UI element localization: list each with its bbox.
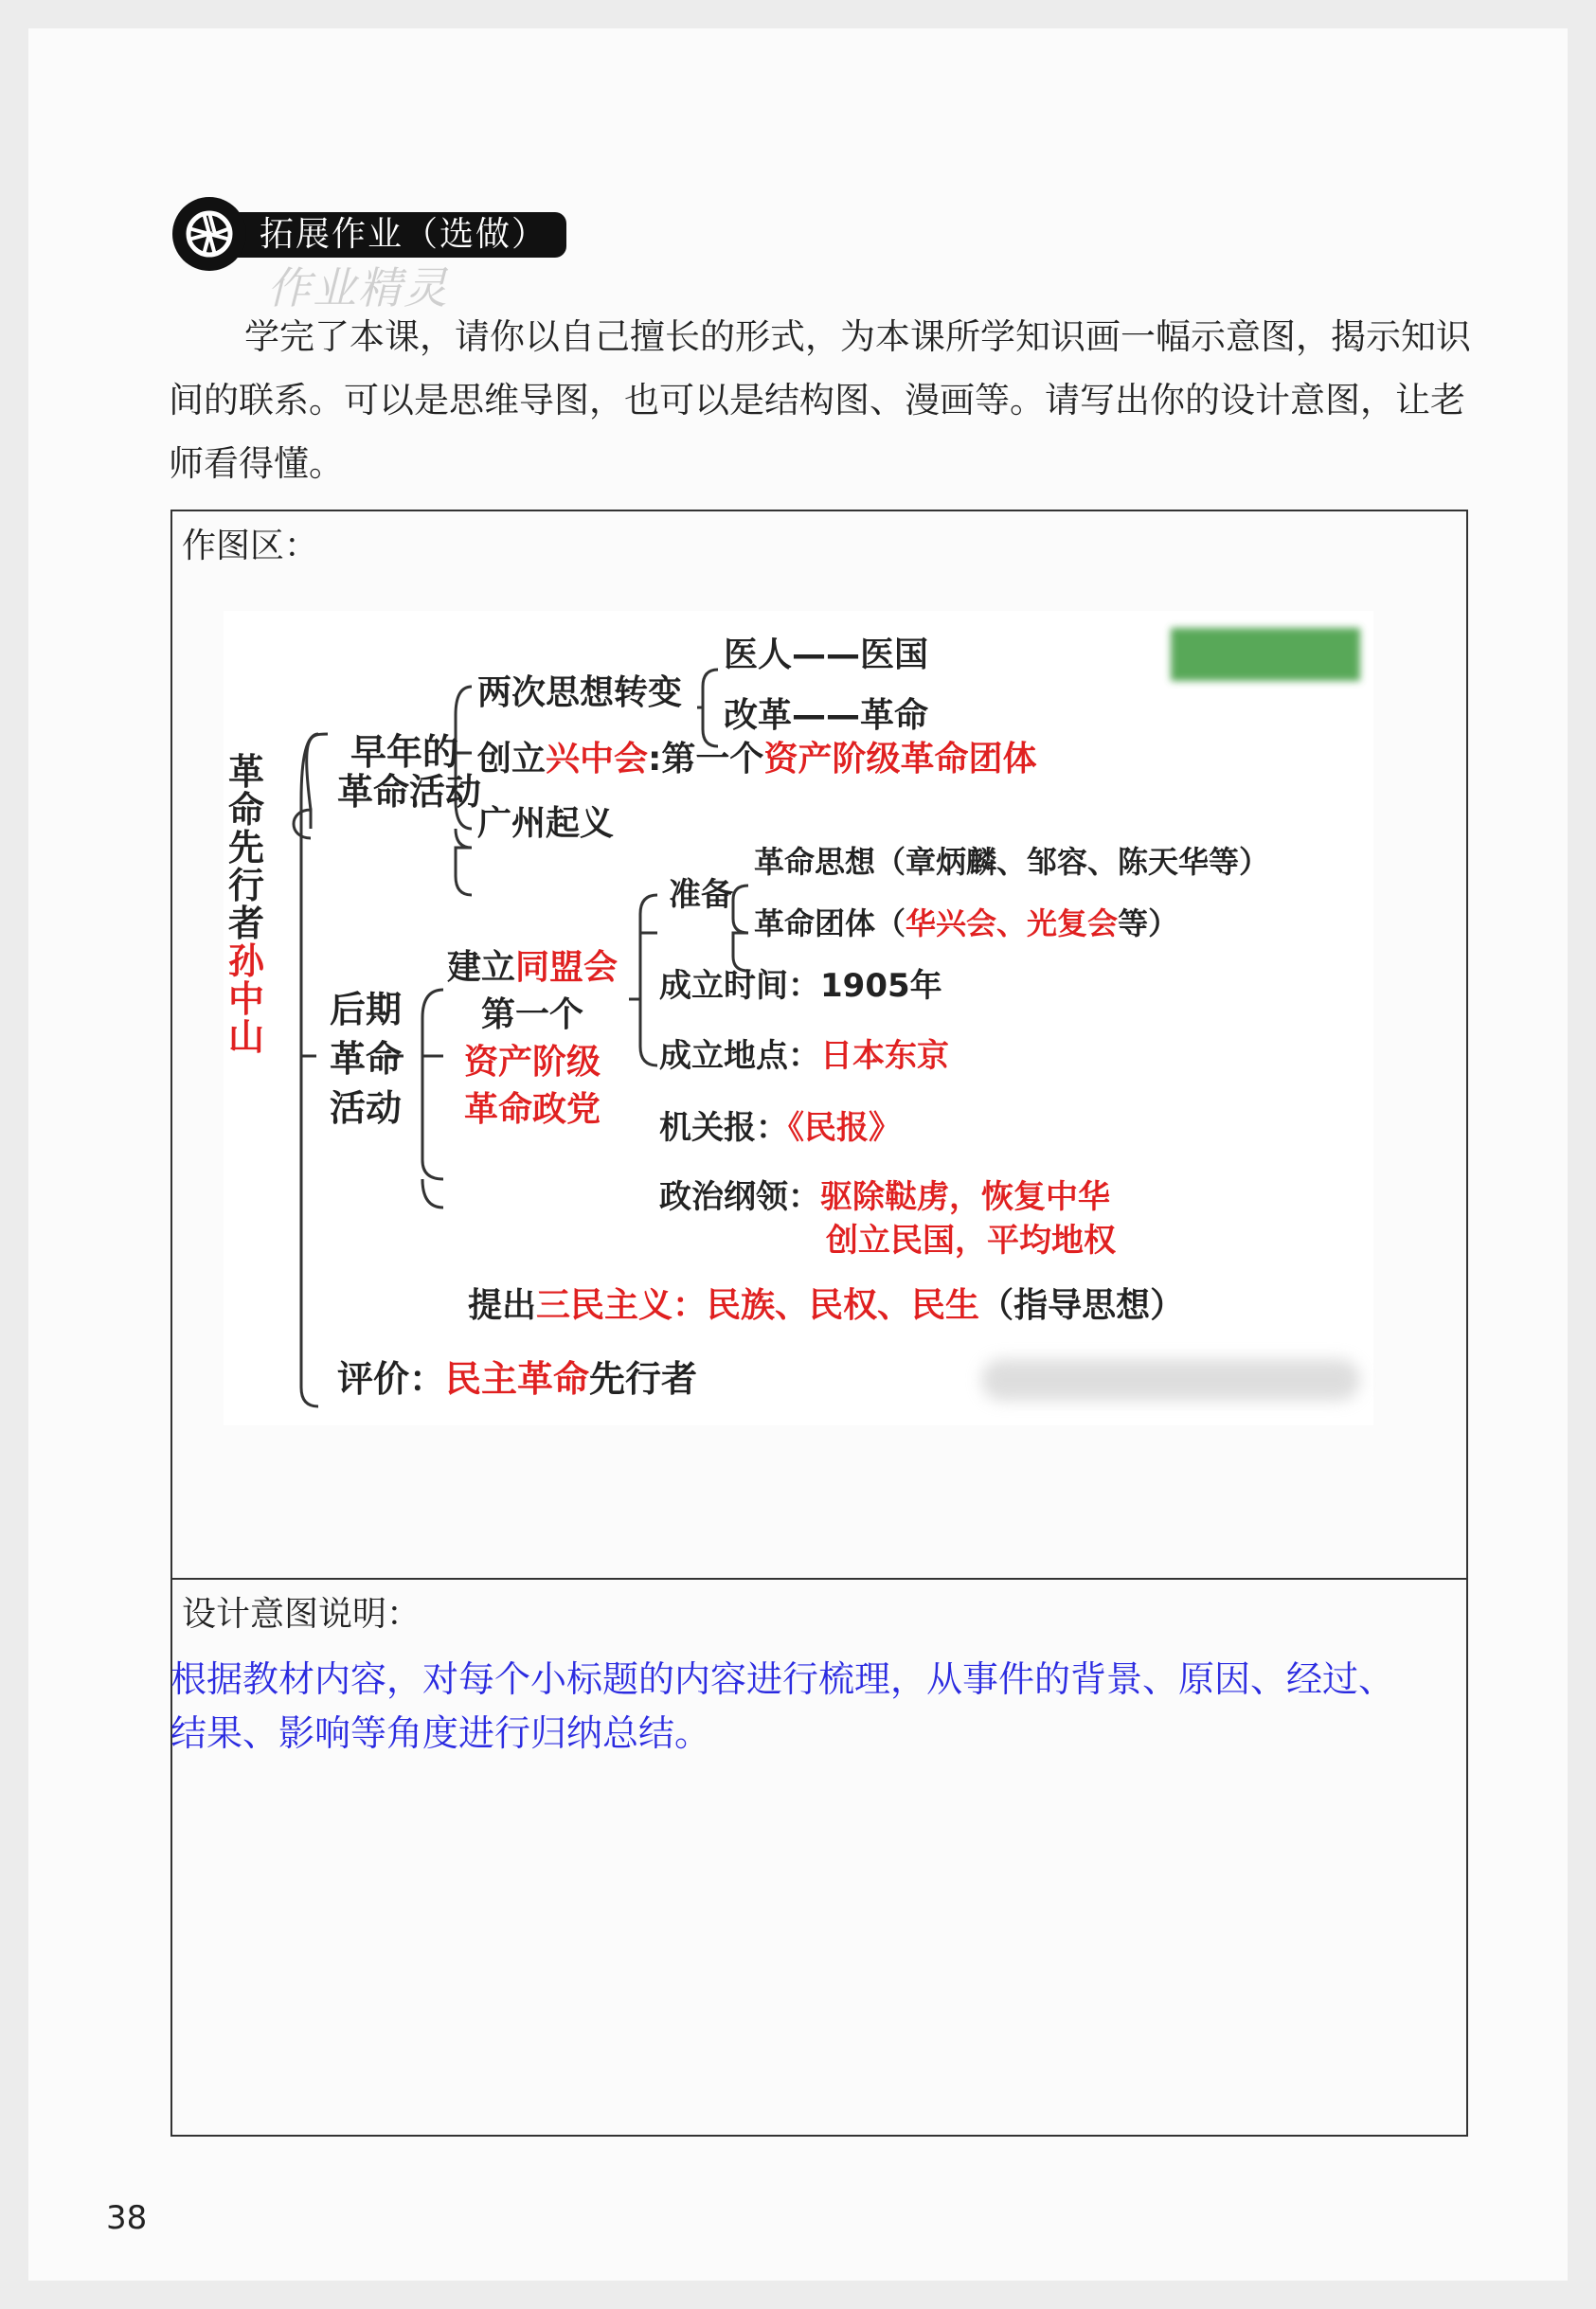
paper-label: 机关报： [659,1109,788,1147]
sanmin-value: 民族、民权、民生 [707,1286,980,1325]
official-newspaper [659,1101,901,1148]
page-number: 38 [106,2199,148,2237]
tmh-desc2: 革命政党 [464,1090,601,1129]
political-program [659,1175,1116,1262]
doctor-line-2: 改革——革命 [724,696,929,735]
time-value: 1905年 [820,967,942,1005]
eval-label: 评价： [337,1358,446,1400]
sanmin-pre: 提出 [468,1286,537,1325]
prep-group-sep: 、 [996,905,1028,941]
late-title-line1: 后期 [330,989,403,1030]
tmh-first: 第一个 [481,995,584,1034]
program-line2: 创立民国，平均地权 [826,1222,1116,1260]
design-explanation-label: 设计意图说明： [182,1595,421,1634]
time-label: 成立时间： [659,967,820,1005]
paper-value: 《民报》 [788,1109,901,1147]
tmh-name: 同盟会 [515,948,619,987]
place-value: 日本东京 [820,1037,949,1075]
late-activities-title [330,985,402,1133]
program-line1: 驱除鞑虏，恢复中华 [820,1178,1110,1216]
early-activities-title [337,732,481,812]
three-principles [468,1279,1184,1327]
root-name: 孙中山 [227,940,264,1058]
tmh-desc1: 资产阶级 [464,1043,601,1082]
prep-group-red1: 华兴会 [906,905,997,941]
section-title: 拓展作业（选做） [225,212,566,258]
eval-red: 民主革命 [445,1358,590,1400]
prep-thought: 革命思想（章炳麟、邹容、陈天华等） [754,844,1270,880]
doctor-line-1: 医人——医国 [724,635,929,674]
eval-post: 先行者 [589,1358,698,1400]
prep-group-post: 等） [1118,905,1179,941]
xzh-pre: 创立 [477,740,547,779]
watermark-text: 作业精灵 [267,262,449,313]
preparation-label: 准备 [669,876,733,914]
xzh-desc: 资产阶级革命团体 [763,740,1037,779]
early-title-line1: 早年的 [350,731,459,773]
prep-group-red2: 光复会 [1027,905,1119,941]
sanmin-post: （指导思想） [979,1286,1185,1325]
root-title: 革命先行者 [227,751,264,944]
intro-paragraph: 学完了本课，请你以自己擅长的形式，为本课所学知识画一幅示意图，揭示知识间的联系。可以是思维导图，也可以是结构图、漫画等。请写出你的设计意图，让老师看得懂。 [169,316,1471,484]
sanmin-name: 三民主义 [536,1286,673,1325]
sanmin-colon: ： [672,1286,708,1325]
founding-time [659,959,942,1006]
evaluation [337,1350,697,1402]
tmh-pre: 建立 [447,948,516,987]
xzh-name: 兴中会 [546,740,649,779]
late-title-line2: 革命 [330,1038,403,1080]
thought-change: 两次思想转变 [477,673,683,712]
camera-shutter-icon [172,197,246,271]
prep-group [754,900,1178,943]
xingzhonghui-line [477,732,1036,780]
xzh-mid: :第一个 [648,740,764,779]
mind-map-root [227,753,265,1056]
founding-place [659,1029,949,1076]
guangzhou-uprising: 广州起义 [477,804,615,843]
program-label: 政治纲领： [659,1178,820,1216]
place-label: 成立地点： [659,1037,820,1075]
mind-map-image [224,611,1373,1425]
design-explanation-text: 根据教材内容，对每个小标题的内容进行梳理，从事件的背景、原因、经过、结果、影响等角度进行归纳总结。 [170,1658,1395,1754]
prep-group-pre: 革命团体（ [754,905,906,941]
tongmenghui-block [447,944,618,1134]
early-title-line2: 革命活动 [337,771,482,813]
drawing-area-label: 作图区： [182,527,319,565]
late-title-line3: 活动 [330,1087,403,1129]
